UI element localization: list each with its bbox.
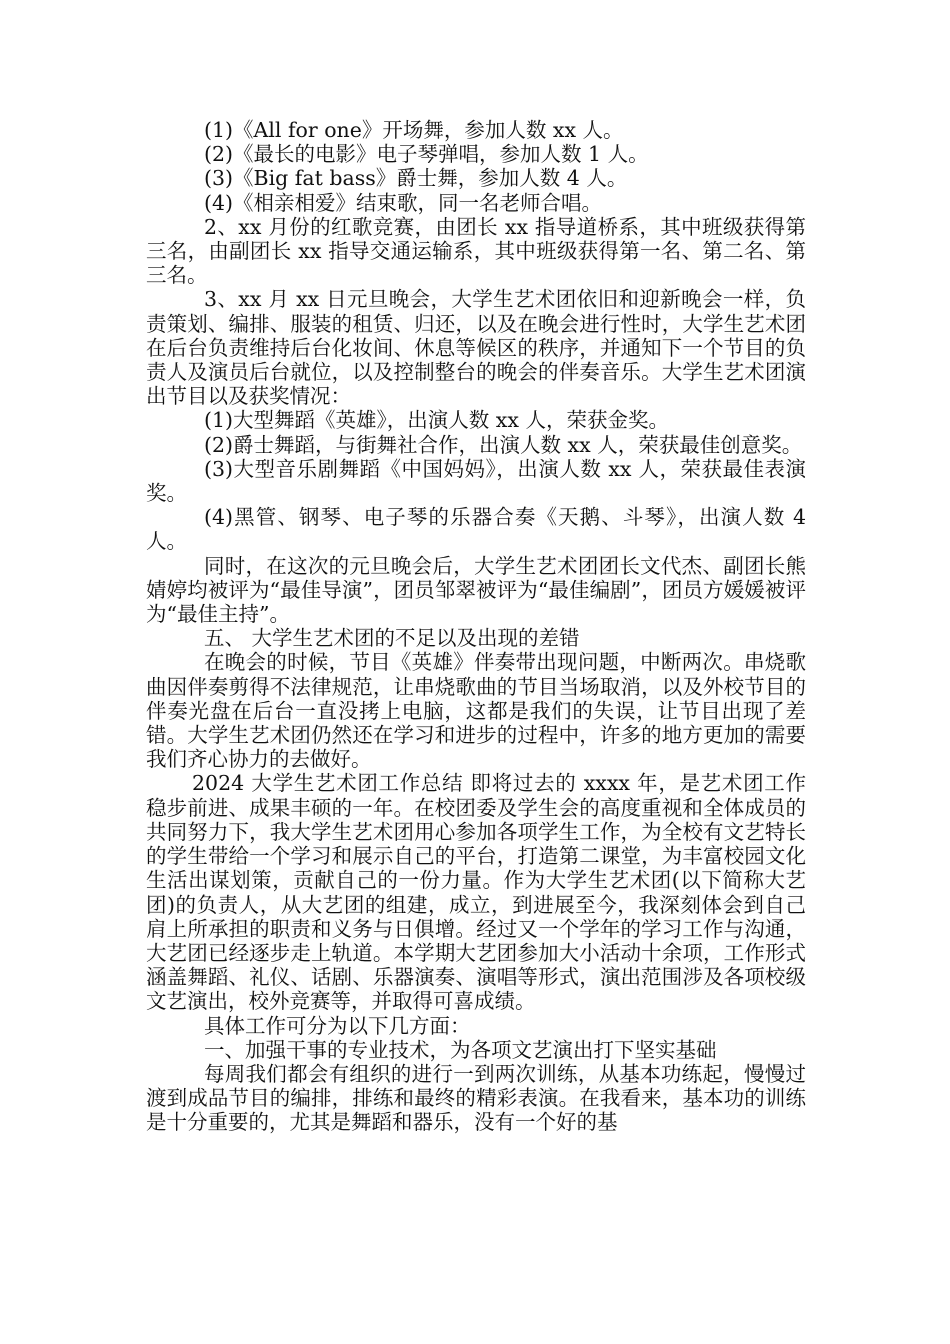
program-item-3: (3)《Big fat bass》爵士舞，参加人数 4 人。 (204, 166, 628, 191)
award-item-3: (3)大型音乐剧舞蹈《中国妈妈》，出演人数 xx 人，荣获最佳表演奖。 (146, 456, 806, 506)
paragraph-2024-summary: 2024 大学生艺术团工作总结 即将过去的 xxxx 年，是艺术团工作稳步前进、成果丰硕的一年。在校团委及学生会的高度重视和全体成员的共同努力下，我大学生艺术团用心参加各项学生工作，为全校有文艺特长的学生带给一个学习和展示自己的平台，打造第二课堂，为丰富校园文化生活出谋划策，贡献自己的一份力量。作为大学生艺术团(以下简称大艺团)的负责人，从大艺团的组建，成立，到进展至今，我深刻体会到自己肩上所承担的职责和义务与日俱增。经过又一个学年的学习工作与沟通，大艺团已经逐步走上轨道。本学期大艺团参加大小活动十余项，工作形式涵盖舞蹈、礼仪、话剧、乐器演奏、演唱等形式，演出范围涉及各项校级文艺演出，校外竞赛等，并取得可喜成绩。 (146, 771, 806, 1014)
award-item-4: (4)黑管、钢琴、电子琴的乐器合奏《天鹅、斗琴》，出演人数 4 人。 (146, 505, 806, 554)
section-heading-1: 一、加强干事的专业技术，为各项文艺演出打下坚实基础 (204, 1037, 717, 1062)
program-item-2: (2)《最长的电影》电子琴弹唱，参加人数 1 人。 (204, 142, 649, 167)
award-item-1: (1)大型舞蹈《英雄》，出演人数 xx 人，荣获金奖。 (204, 408, 669, 433)
award-item-2: (2)爵士舞蹈，与街舞社合作，出演人数 xx 人，荣获最佳创意奖。 (204, 432, 803, 457)
paragraph-new-year-gala: 3、xx 月 xx 日元旦晚会，大学生艺术团依旧和迎新晚会一样，负责策划、编排、服装的租赁、归还，以及在晚会进行性时，大学生艺术团在后台负责维持后台化妆间、休息等候区的秩序，并通知下一个节目的负责人及演员后台就位，以及控制整台的晚会的伴奏音乐。大学生艺术团演出节目以及获奖情况： (146, 287, 806, 409)
paragraph-aspects: 具体工作可分为以下几方面： (204, 1013, 471, 1038)
paragraph-awards: 同时，在这次的元旦晚会后，大学生艺术团团长文代杰、副团长熊婧婷均被评为“最佳导演”，团员邹翠被评为“最佳编剧”，团员方媛媛被评为“最佳主持”。 (146, 553, 806, 627)
section-heading-5: 五、 大学生艺术团的不足以及出现的差错 (204, 626, 580, 651)
paragraph-red-song-contest: 2、xx 月份的红歌竞赛，由团长 xx 指导道桥系，其中班级获得第三名，由副团长 xx 指导交通运输系，其中班级获得第一名、第二名、第三名。 (146, 214, 806, 288)
program-item-4: (4)《相亲相爱》结束歌，同一名老师合唱。 (204, 190, 603, 215)
program-item-1: (1)《All for one》开场舞，参加人数 xx 人。 (204, 118, 624, 142)
paragraph-training: 每周我们都会有组织的进行一到两次训练，从基本功练起，慢慢过渡到成品节目的编排，排练和最终的精彩表演。在我看来，基本功的训练是十分重要的，尤其是舞蹈和器乐，没有一个好的基 (146, 1061, 806, 1135)
paragraph-mistakes: 在晚会的时候，节目《英雄》伴奏带出现问题，中断两次。串烧歌曲因伴奏剪得不法律规范，让串烧歌曲的节目当场取消，以及外校节目的伴奏光盘在后台一直没拷上电脑，这都是我们的失误，让节目出现了差错。大学生艺术团仍然还在学习和进步的过程中，许多的地方更加的需要我们齐心协力的去做好。 (146, 650, 806, 772)
document-body (146, 118, 806, 1135)
